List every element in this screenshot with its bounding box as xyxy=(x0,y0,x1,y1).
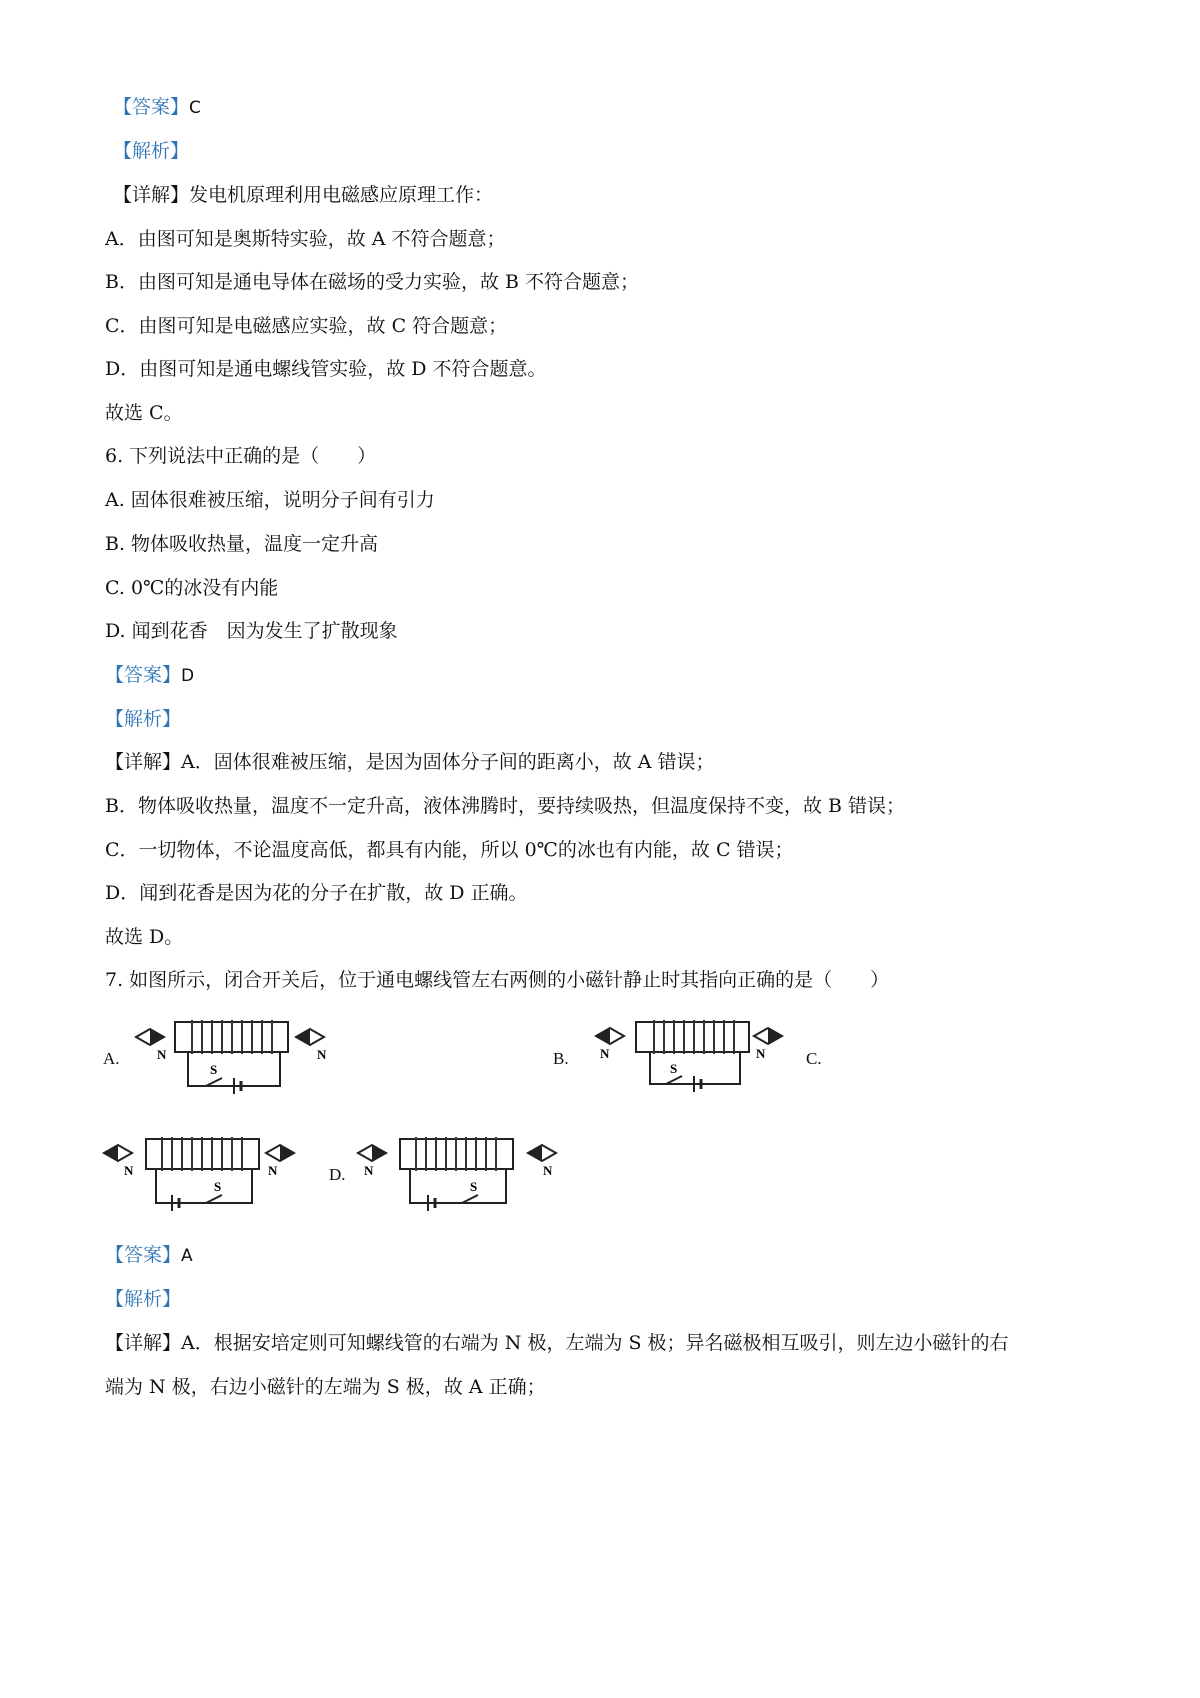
q5-detail xyxy=(113,183,493,207)
q5-line-d: D．由图可知是通电螺线管实验，故 D 不符合题意。 xyxy=(105,358,547,380)
q5-line-c: C．由图可知是电磁感应实验，故 C 符合题意； xyxy=(105,315,508,337)
circuit-figure-c xyxy=(102,1133,312,1218)
switch-label-s: S xyxy=(470,1179,478,1194)
figure-label-b: B. xyxy=(553,1049,569,1068)
pole-n-label: N xyxy=(364,1163,374,1178)
q7-detail xyxy=(105,1331,1009,1355)
q6-option-d: D. 闻到花香 因为发生了扩散现象 xyxy=(105,620,398,642)
q6-line-c: C．一切物体，不论温度高低，都具有内能，所以 0℃的冰也有内能，故 C 错误； xyxy=(105,839,794,861)
answer-value: C xyxy=(189,98,201,118)
pole-n-label: N xyxy=(600,1046,610,1061)
detail-tag: 【详解】 xyxy=(105,751,182,773)
q6-detail xyxy=(105,750,715,774)
q5-conclusion: 故选 C。 xyxy=(105,402,183,424)
detail-tag: 【详解】 xyxy=(105,1332,182,1354)
detail-first: A．固体很难被压缩，是因为固体分子间的距离小，故 A 错误； xyxy=(181,751,715,773)
pole-n-label: N xyxy=(756,1046,766,1061)
circuit-figure-a xyxy=(130,1018,340,1098)
q7-analysis-tag: 【解析】 xyxy=(105,1288,182,1310)
q6-option-a: A. 固体很难被压缩，说明分子间有引力 xyxy=(105,489,435,511)
q5-answer xyxy=(113,95,201,120)
answer-tag: 【答案】 xyxy=(105,664,182,686)
switch-label-s: S xyxy=(214,1179,222,1194)
q6-line-b: B．物体吸收热量，温度不一定升高，液体沸腾时，要持续吸热，但温度保持不变，故 B 错误； xyxy=(105,795,906,817)
q6-answer xyxy=(105,663,194,688)
q6-stem: 6. 下列说法中正确的是（ ） xyxy=(105,445,377,467)
circuit-figure-d xyxy=(356,1133,566,1218)
q6-option-c: C. 0℃的冰没有内能 xyxy=(105,577,279,599)
figure-label-c: C. xyxy=(806,1049,822,1068)
circuit-figure-b xyxy=(594,1016,804,1096)
pole-n-label: N xyxy=(317,1047,327,1062)
figure-label-d: D. xyxy=(329,1165,346,1184)
q6-line-d: D．闻到花香是因为花的分子在扩散，故 D 正确。 xyxy=(105,882,528,904)
answer-tag: 【答案】 xyxy=(113,96,190,118)
q5-analysis-tag: 【解析】 xyxy=(113,140,190,162)
pole-n-label: N xyxy=(157,1047,167,1062)
q6-conclusion: 故选 D。 xyxy=(105,926,184,948)
q5-line-b: B．由图可知是通电导体在磁场的受力实验，故 B 不符合题意； xyxy=(105,271,640,293)
q5-line-a: A．由图可知是奥斯特实验，故 A 不符合题意； xyxy=(105,228,506,250)
q6-analysis-tag: 【解析】 xyxy=(105,708,182,730)
q7-answer xyxy=(105,1243,193,1268)
q7-detail-line-2: 端为 N 极，右边小磁针的左端为 S 极，故 A 正确； xyxy=(105,1376,546,1398)
switch-label-s: S xyxy=(670,1061,678,1076)
pole-n-label: N xyxy=(543,1163,553,1178)
pole-n-label: N xyxy=(124,1163,134,1178)
answer-value: D xyxy=(181,666,195,686)
detail-line-1: A．根据安培定则可知螺线管的右端为 N 极，左端为 S 极；异名磁极相互吸引，则左边小磁针的右 xyxy=(181,1332,1009,1354)
q7-stem: 7. 如图所示，闭合开关后，位于通电螺线管左右两侧的小磁针静止时其指向正确的是（ ） xyxy=(105,969,890,991)
q6-option-b: B. 物体吸收热量，温度一定升高 xyxy=(105,533,379,555)
detail-tag: 【详解】 xyxy=(113,184,190,206)
figure-label-a: A. xyxy=(103,1049,120,1068)
answer-value: A xyxy=(181,1246,193,1266)
detail-intro: 发电机原理利用电磁感应原理工作： xyxy=(189,184,494,206)
pole-n-label: N xyxy=(268,1163,278,1178)
answer-tag: 【答案】 xyxy=(105,1244,182,1266)
switch-label-s: S xyxy=(210,1062,218,1077)
